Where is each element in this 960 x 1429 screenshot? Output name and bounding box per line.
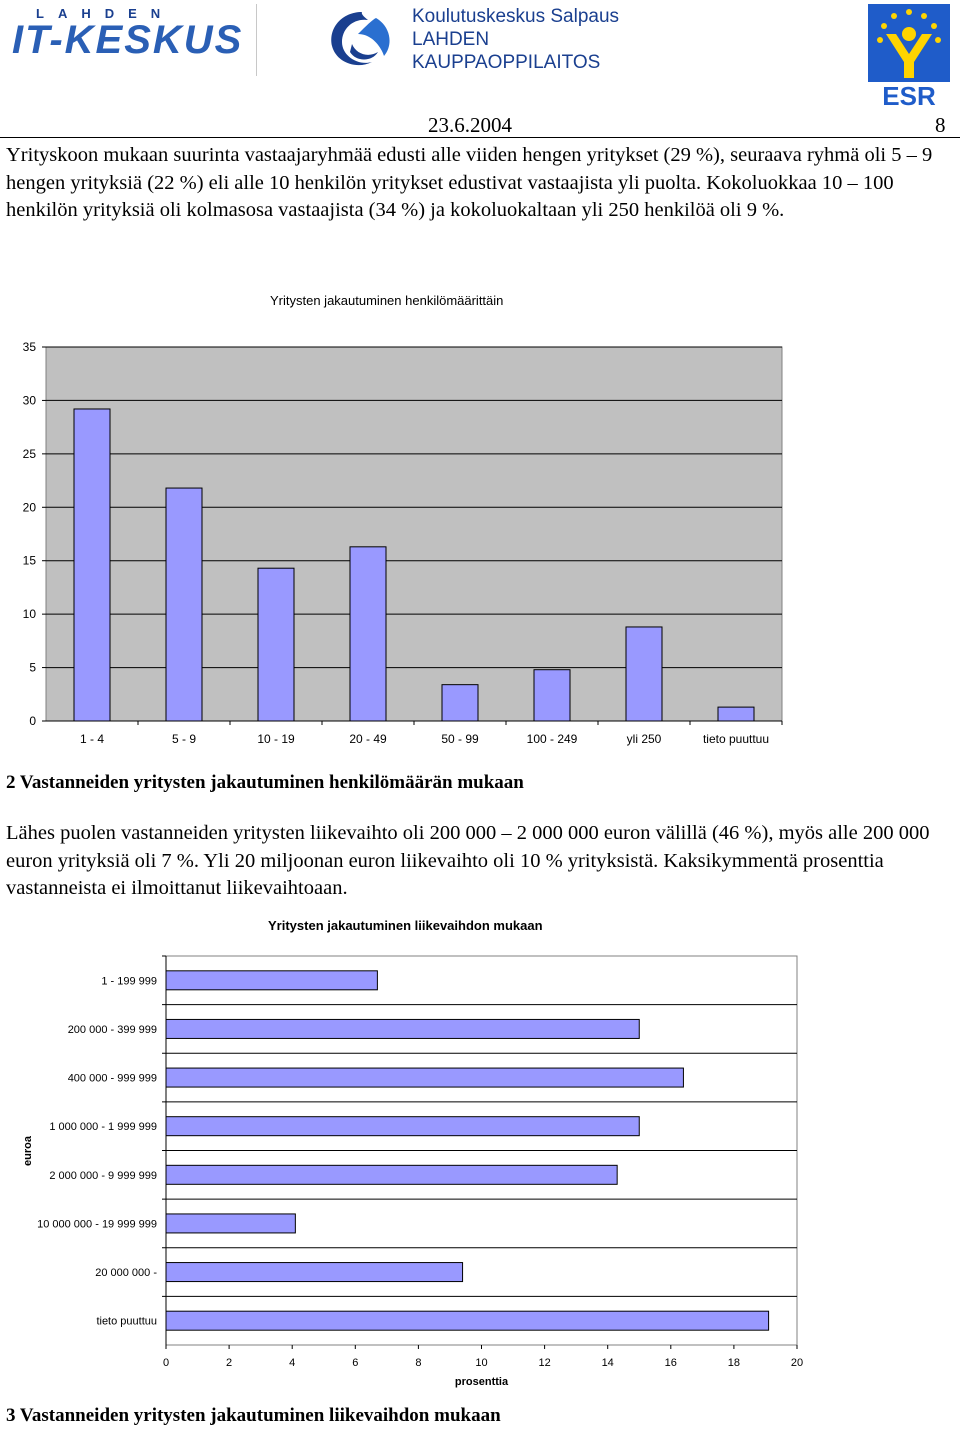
chart1-bar [718,707,754,721]
paragraph-revenue: Lähes puolen vastanneiden yritysten liikevaihto oli 200 000 – 2 000 000 euron välillä (46 %), myös alle 200 000 euron yrityksiä oli 7 %. Yli 20 miljoonan euron liikevaihto oli 10 % yrityksistä. Kaksikymmentä prosenttia vastanneista ei ilmoittanut liikevaihtoaan. [6,822,930,899]
chart2-xtick-label: 0 [162,1357,170,1369]
chart2-xtick-label: 16 [664,1357,677,1369]
chart1-category-label: 50 - 99 [441,732,479,746]
chart2-xtick-label: 20 [790,1357,804,1369]
chart2-title: Yritysten jakautuminen liikevaihdon mukaan [268,918,543,933]
chart2-category-label: 1 000 000 - 1 999 999 [49,1121,157,1134]
chart2-category-label: 20 000 000 - [95,1267,157,1280]
chart2-xtick-label: 2 [226,1357,233,1369]
chart1-ytick-label: 20 [22,500,36,515]
chart2-xlabel: prosenttia [454,1376,509,1388]
chart1-bar [626,627,662,721]
chart1-ytick-label: 5 [29,660,36,675]
esr-flag-icon [868,4,950,108]
chart2-category-label: 400 000 - 999 999 [67,1072,157,1085]
chart2-bar [166,1117,639,1136]
chart1-bar [534,670,570,721]
chart1-category-label: tieto puuttuu [702,732,770,746]
salpaus-logo-line1: Koulutuskeskus Salpaus [412,6,620,27]
esr-logo-text: ESR [882,81,936,108]
chart2-ylabel: euroa [22,1136,34,1166]
esr-logo [868,4,950,108]
chart1-bar [74,409,110,721]
chart1-category-label: yli 250 [626,732,662,746]
header-date: 23.6.2004 [428,113,512,137]
chart2-xtick-label: 4 [289,1357,296,1369]
chart1-category-label: 1 - 4 [79,732,105,746]
chart2-xtick-label: 6 [352,1357,359,1369]
chart2-bar [166,971,377,990]
chart1-category-label: 100 - 249 [526,732,578,746]
chart1-ytick-label: 15 [22,553,36,568]
paragraph-company-size: Yrityskoon mukaan suurinta vastaajaryhmää edusti alle viiden hengen yritykset (29 %), seuraava ryhmä oli 5 – 9 hengen yrityksiä (22 %) eli alle 10 henkilön yritykset edustivat vastaajista yli puolta. Kokoluokkaa 10 – 100 henkilön yrityksiä oli kolmasosa vastaajista (34 %) ja kokoluokaltaan yli 250 henkilöä oli 9 %. [6,144,933,221]
chart1-ytick-label: 30 [22,393,36,408]
chart1-category-label: 5 - 9 [171,732,197,746]
logo-divider [256,4,257,76]
chart1-ytick-label: 35 [22,340,36,354]
swirl-icon [322,4,402,76]
chart1-title: Yritysten jakautuminen henkilömäärittäin [270,293,504,308]
chart1-category-label: 20 - 49 [349,732,387,746]
it-keskus-logo [8,6,248,70]
chart1-category-label: 10 - 19 [257,732,295,746]
chart2-plot-area [166,956,797,1345]
chart2-category-label: 200 000 - 399 999 [67,1023,157,1036]
chart2-bar [166,1019,639,1038]
chart2-xtick-label: 12 [538,1357,551,1369]
chart1-bar [166,488,202,721]
chart1-ytick-label: 25 [22,446,36,461]
header-rule [0,137,960,138]
chart2-category-label: 2 000 000 - 9 999 999 [49,1169,157,1182]
it-keskus-logo-small-text: LAHDEN [36,6,175,21]
it-keskus-logo-text: IT-KESKUS [12,18,244,62]
chart2-category-label: 1 - 199 999 [101,975,157,988]
chart2-xtick-label: 8 [415,1357,422,1369]
salpaus-logo [322,4,632,76]
chart1-bar [350,547,386,721]
chart2-xtick-label: 10 [475,1357,488,1369]
chart1-plot-area [46,347,782,721]
chart2-bar [166,1214,295,1233]
salpaus-logo-line2: LAHDEN [412,29,490,50]
chart2-xtick-label: 18 [727,1357,741,1369]
chart2-bar [166,1165,617,1184]
chart2-xtick-label: 14 [601,1357,614,1369]
figure-caption-2: 2 Vastanneiden yritysten jakautuminen henkilömäärän mukaan [6,772,524,793]
chart2-category-label: 10 000 000 - 19 999 999 [37,1218,157,1231]
chart2-bar [166,1311,769,1330]
chart2-category-label: tieto puuttuu [96,1315,157,1328]
page-number: 8 [935,113,946,137]
salpaus-logo-line3: KAUPPAOPPILAITOS [412,52,601,73]
chart2-bar [166,1068,683,1087]
figure-caption-3: 3 Vastanneiden yritysten jakautuminen liikevaihdon mukaan [6,1405,501,1426]
chart2-bar [166,1263,463,1282]
chart1-bar [442,685,478,721]
chart1-bar [258,568,294,721]
chart1-ytick-label: 0 [29,714,36,728]
chart1-ytick-label: 10 [22,607,36,622]
